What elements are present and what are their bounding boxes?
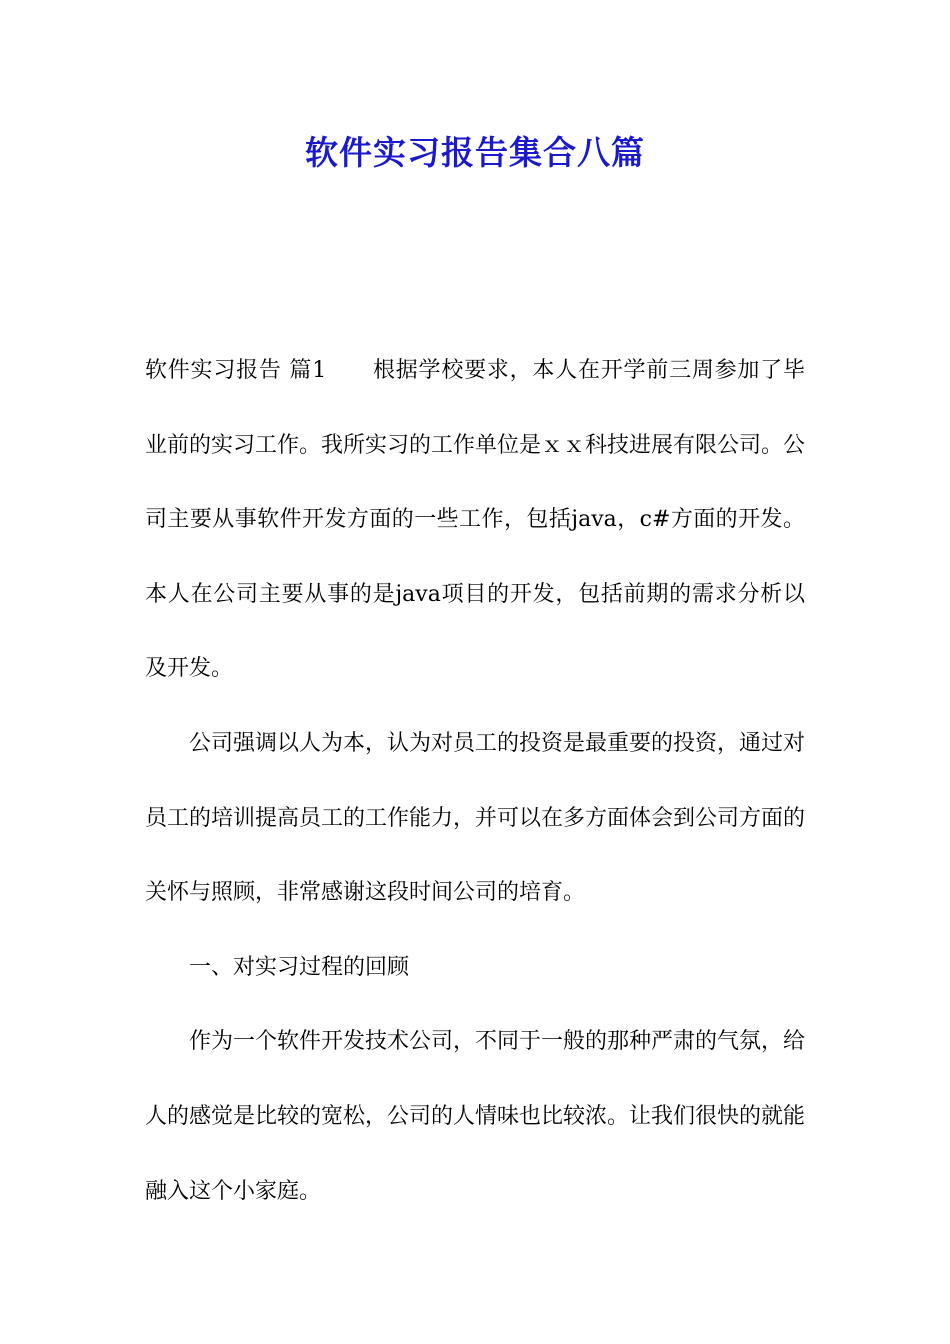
paragraph-4: 作为一个软件开发技术公司，不同于一般的那种严肃的气氛，给人的感觉是比较的宽松，公司的人情味也比较浓。让我们很快的就能融入这个小家庭。 <box>145 1029 806 1204</box>
paragraph-2: 公司强调以人为本，认为对员工的投资是最重要的投资，通过对员工的培训提高员工的工作能力，并可以在多方面体会到公司方面的关怀与照顾，非常感谢这段时间公司的培育。 <box>145 730 806 906</box>
section-heading: 软件实习报告 篇1 <box>145 358 327 383</box>
document-body <box>145 334 805 1229</box>
paragraph-1 <box>145 334 805 707</box>
document-title: 软件实习报告集合八篇 <box>305 133 645 172</box>
paragraph-3-heading: 一、对实习过程的回顾 <box>189 954 410 980</box>
paragraph-1-text: 根据学校要求，本人在开学前三周参加了毕业前的实习工作。我所实习的工作单位是ｘｘ科技进展有限公司。公司主要从事软件开发方面的一些工作，包括java，c#方面的开发。本人在公司主要从事的是java项目的开发，包括前期的需求分析以及开发。 <box>145 358 806 682</box>
